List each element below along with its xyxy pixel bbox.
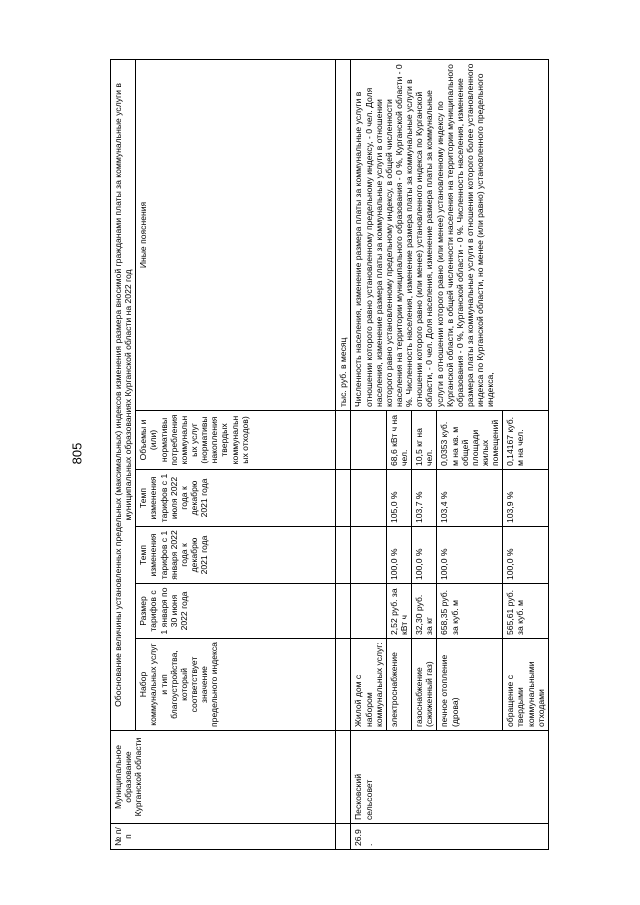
rotated-document [110,60,600,850]
empty-cell [351,584,386,639]
page-number: 805 [69,442,85,465]
service-growth-jan: 100,0 % [412,527,437,584]
service-name: обращение с твердыми коммунальными отходами [503,639,549,731]
record-explanation: Численность населения, изменение размера платы за коммунальные услуги в отношении которого равно установленному предельному индексу, - 0 чел. Доля населения, изменение размера платы за коммунальные услуги в отношении которого равно установленному предельному индексу, в общей численности населения на территории муниципального образования - 0 %, Курганской области - 0 %. Численность населения, изменение размера платы за коммунальные услуги в отношении которого равно (или менее) установленного индекса по Курганской области, - 0 чел. Доля населения, изменение размера платы за коммунальные услуги в отношении которого равно (или менее) установленному индексу по Курганской области, в общей численности населения на территории муниципального образования - 0 %, Курганской области - 0 %. Численность населения, изменение размера платы за коммунальные услуги в отношении которого более установленного индекса по Курганской области, но менее (или равно) установленного предельного индекса, [351,59,548,410]
unit-row-cell [336,584,351,639]
unit-row [336,59,351,849]
service-growth-jul: 103,4 % [437,470,503,527]
service-growth-jul: 103,7 % [412,470,437,527]
empty-cell [351,527,386,584]
unit-row-cell [336,411,351,470]
service-name: газоснабжение (сжиженный газ) [412,639,437,731]
table-row [351,59,386,849]
record-num: 26.9. [351,824,548,850]
unit-row-cell [336,470,351,527]
service-growth-jan: 100,0 % [437,527,503,584]
table-header-title-row [111,59,136,849]
unit-row-cell [336,527,351,584]
service-volume: 68,6 кВт ч на чел. [386,411,411,470]
record-municipality: Песковский сельсовет [351,731,548,824]
header-volumes: Объемы и (или) нормативы потребления коммунальных услуг (нормативы накопления твердых коммунальных отходов) [136,411,336,470]
header-growth-jul: Темп изменения тарифов с 1 июля 2022 года к декабрю 2021 года [136,470,336,527]
service-growth-jan: 100,0 % [503,527,549,584]
header-justification: Обоснование величины установленных предельных (максимальных) индексов изменения размера вносимой гражданами платы за коммунальные услуги в муниципальных образованиях Курганской области на 2022 год [111,59,136,730]
service-growth-jul: 105,0 % [386,470,411,527]
header-service-set: Набор коммунальных услуг и тип благоустройства, который соответствует значение предельного индекса [136,639,336,731]
header-municipality: Муниципальное образование Курганской области [111,731,336,824]
service-volume: 0,0353 куб. м на кв. м общей площади жилых помещений [437,411,503,470]
service-name: печное отопление (дрова) [437,639,503,731]
service-growth-jul: 103,9 % [503,470,549,527]
unit-row-cell [336,639,351,731]
unit-row-cell [336,824,351,850]
justification-table [110,59,549,850]
service-volume: 10,5 кг на чел. [412,411,437,470]
header-tariff-size: Размер тарифов с 1 января по 30 июня 2022 года [136,584,336,639]
service-tariff: 658,35 руб. за куб. м [437,584,503,639]
header-growth-jan: Темп изменения тарифов с 1 января 2022 года к декабрю 2021 года [136,527,336,584]
service-tariff: 2,52 руб. за кВт ч [386,584,411,639]
unit-label: тыс. руб. в месяц [336,59,351,410]
service-set-header: Жилой дом с набором коммунальных услуг: [351,639,386,731]
empty-cell [351,470,386,527]
service-name: электроснабжение [386,639,411,731]
service-tariff: 32,30 руб. за кг [412,584,437,639]
header-num: № п/п [111,824,336,850]
service-growth-jan: 100,0 % [386,527,411,584]
service-tariff: 565,61 руб. за куб. м [503,584,549,639]
service-volume: 0,14167 куб. м на чел. [503,411,549,470]
empty-cell [351,411,386,470]
header-other-notes: Иные пояснения [136,59,336,410]
unit-row-cell [336,731,351,824]
